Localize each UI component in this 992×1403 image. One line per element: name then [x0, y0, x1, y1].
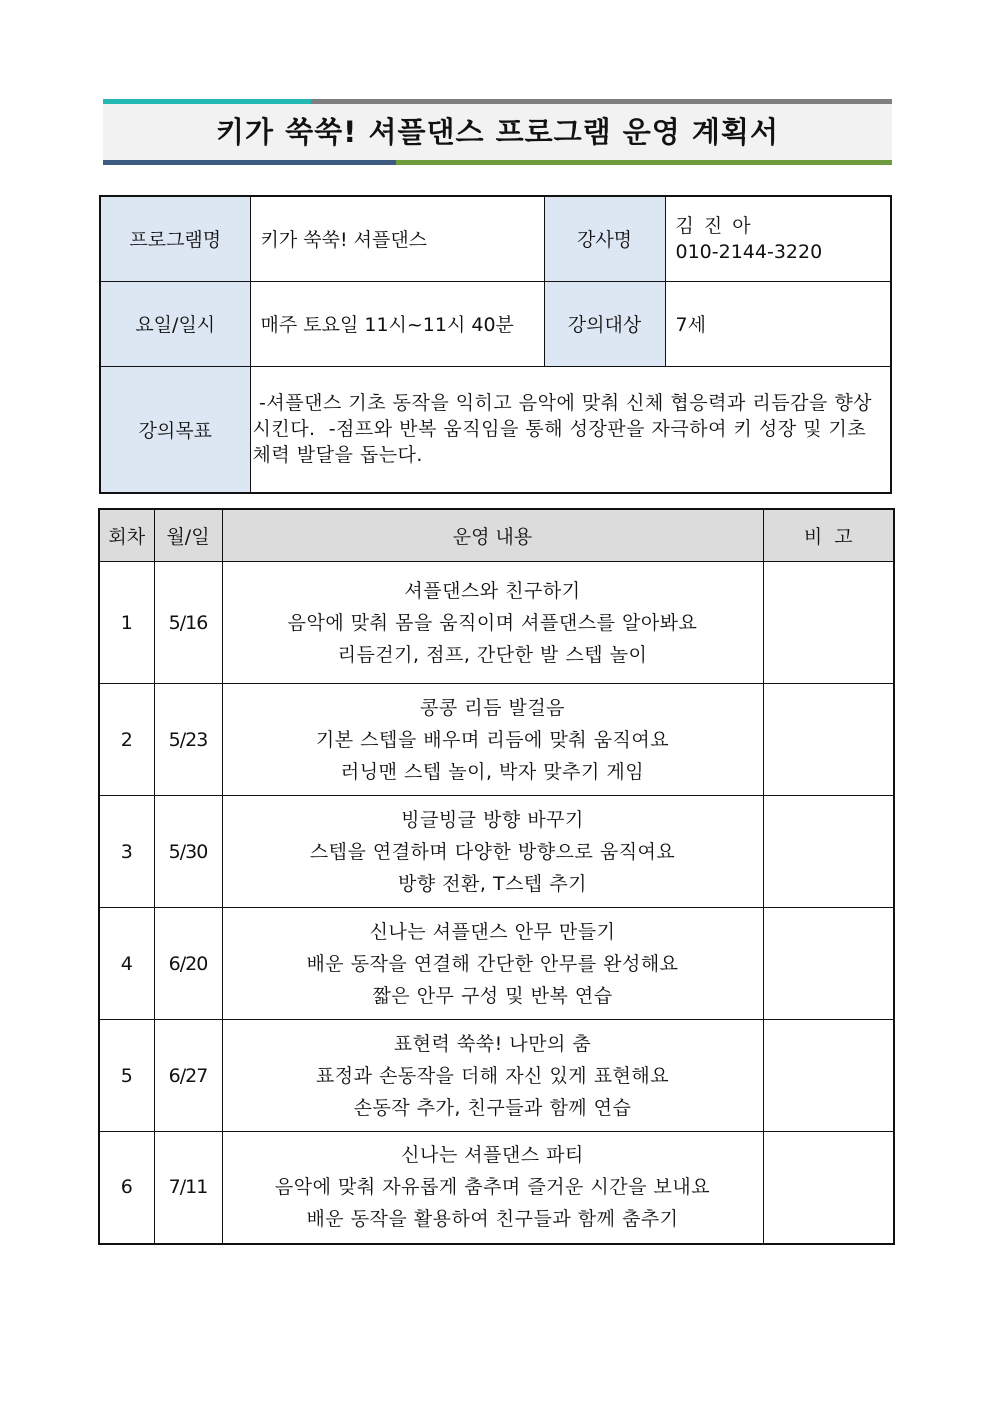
session-content [222, 562, 763, 684]
goal-line-2: -점프와 반복 움직임을 통해 성장판을 자극하여 키 성장 및 기초 체력 발달을 돕는다. [252, 418, 873, 467]
schedule-value: 매주 토요일 11시~11시 40분 [250, 281, 544, 366]
goal-value [250, 366, 891, 493]
content-activity: 러닝맨 스텝 놀이, 박자 맞추기 게임 [340, 760, 645, 783]
schedule-table [98, 508, 895, 1245]
session-date: 5/16 [154, 562, 222, 684]
content-description: 기본 스텝을 배우며 리듬에 맞춰 움직여요 [315, 728, 670, 751]
header-note: 비 고 [763, 509, 894, 562]
content-activity: 방향 전환, T스텝 추기 [397, 872, 588, 895]
content-title: 신나는 셔플댄스 안무 만들기 [369, 920, 616, 943]
instructor-name: 김 진 아 [675, 215, 753, 237]
session-number: 1 [99, 562, 154, 684]
session-date: 7/11 [154, 1132, 222, 1244]
content-description: 배운 동작을 연결해 간단한 안무를 완성해요 [306, 952, 679, 975]
table-row [99, 1132, 894, 1244]
content-description: 스텝을 연결하며 다양한 방향으로 움직여요 [309, 840, 676, 863]
session-content [222, 908, 763, 1020]
session-date: 6/20 [154, 908, 222, 1020]
content-description: 표정과 손동작을 더해 자신 있게 표현해요 [315, 1064, 670, 1087]
target-value: 7세 [665, 281, 891, 366]
content-activity: 손동작 추가, 친구들과 함께 연습 [353, 1096, 632, 1119]
session-date: 6/27 [154, 1020, 222, 1132]
session-note [763, 1020, 894, 1132]
table-row [99, 562, 894, 684]
document-title: 키가 쑥쑥! 셔플댄스 프로그램 운영 계획서 [216, 115, 779, 149]
session-content [222, 1132, 763, 1244]
content-activity: 리듬걷기, 점프, 간단한 발 스텝 놀이 [337, 643, 648, 666]
goal-line-1: -셔플댄스 기초 동작을 익히고 음악에 맞춰 신체 협응력과 리듬감을 향상시킨다. [252, 392, 873, 441]
session-number: 2 [99, 684, 154, 796]
header-content: 운영 내용 [222, 509, 763, 562]
banner-accent-green [396, 160, 892, 165]
table-row [99, 684, 894, 796]
program-info-table [99, 195, 892, 494]
content-description: 음악에 맞춰 몸을 움직이며 셔플댄스를 알아봐요 [287, 611, 698, 634]
session-content [222, 1020, 763, 1132]
target-label: 강의대상 [544, 281, 665, 366]
session-note [763, 908, 894, 1020]
title-banner [103, 99, 892, 165]
content-activity: 배운 동작을 활용하여 친구들과 함께 춤추기 [306, 1208, 679, 1231]
session-number: 6 [99, 1132, 154, 1244]
instructor-phone: 010-2144-3220 [675, 241, 823, 263]
table-row [99, 908, 894, 1020]
content-title: 빙글빙글 방향 바꾸기 [401, 808, 584, 831]
instructor-label: 강사명 [544, 196, 665, 281]
session-note [763, 796, 894, 908]
session-content [222, 796, 763, 908]
session-number: 5 [99, 1020, 154, 1132]
content-title: 셔플댄스와 친구하기 [404, 579, 581, 602]
content-activity: 짧은 안무 구성 및 반복 연습 [372, 984, 613, 1007]
header-session: 회차 [99, 509, 154, 562]
session-number: 4 [99, 908, 154, 1020]
program-name-value: 키가 쑥쑥! 셔플댄스 [250, 196, 544, 281]
content-title: 표현력 쑥쑥! 나만의 춤 [393, 1032, 592, 1055]
header-date: 월/일 [154, 509, 222, 562]
session-date: 5/23 [154, 684, 222, 796]
session-note [763, 1132, 894, 1244]
instructor-value [665, 196, 891, 281]
table-row [99, 1020, 894, 1132]
session-note [763, 562, 894, 684]
goal-label: 강의목표 [100, 366, 250, 493]
table-row [99, 796, 894, 908]
content-title: 콩콩 리듬 발걸음 [419, 696, 566, 719]
banner-accent-navy [103, 160, 396, 165]
content-description: 음악에 맞춰 자유롭게 춤추며 즐거운 시간을 보내요 [274, 1176, 711, 1199]
session-note [763, 684, 894, 796]
content-title: 신나는 셔플댄스 파티 [401, 1144, 584, 1167]
program-name-label: 프로그램명 [100, 196, 250, 281]
session-number: 3 [99, 796, 154, 908]
session-date: 5/30 [154, 796, 222, 908]
session-content [222, 684, 763, 796]
schedule-label: 요일/일시 [100, 281, 250, 366]
